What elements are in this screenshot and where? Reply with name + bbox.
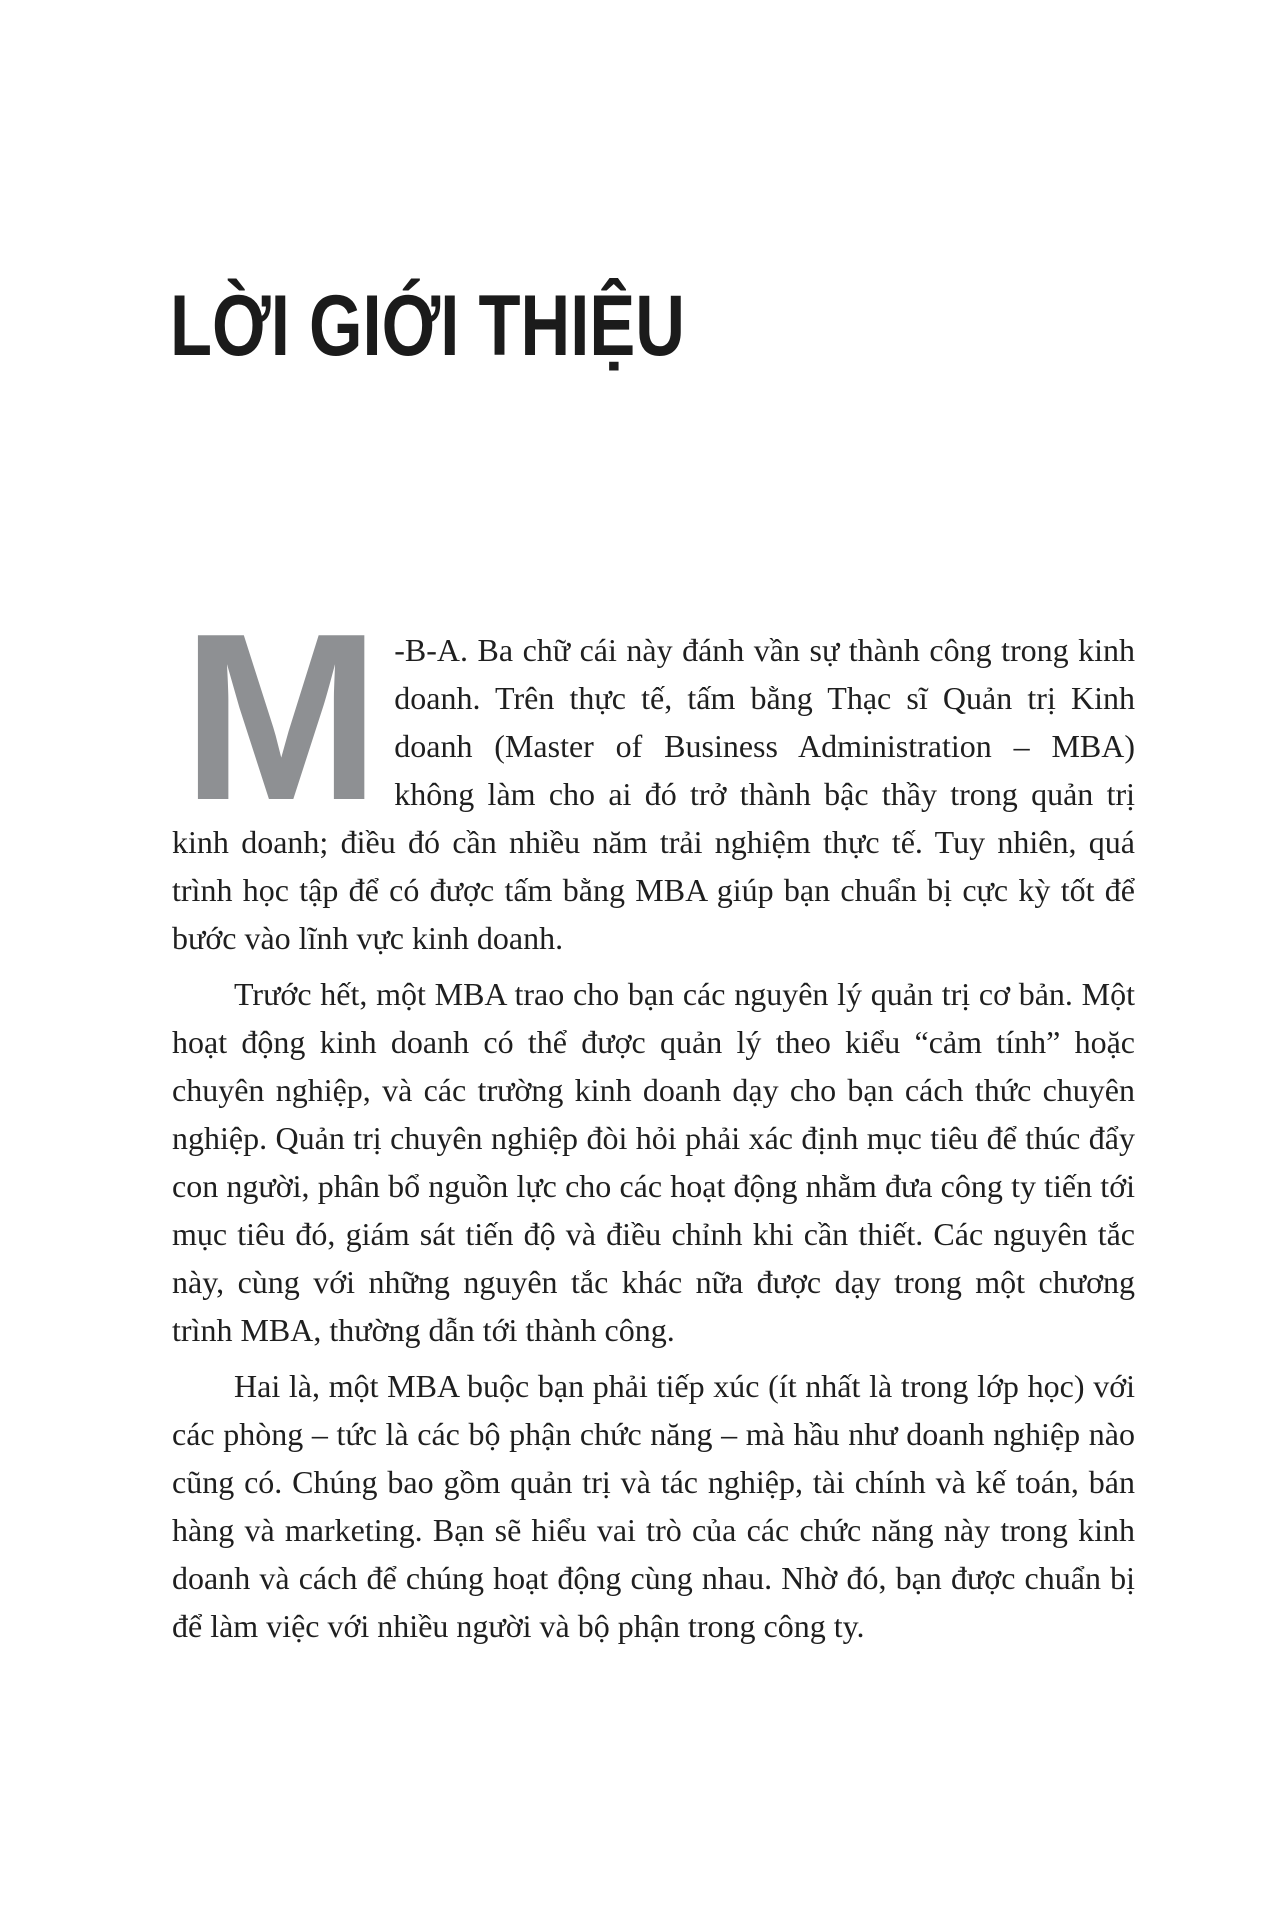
paragraph-intro <box>172 585 1135 962</box>
body-text <box>172 585 1135 1658</box>
drop-cap-letter: M <box>182 585 381 850</box>
paragraph-text: -B-A. Ba chữ cái này đánh vần sự thành công trong kinh doanh. Trên thực tế, tấm bằng Thạc sĩ Quản trị Kinh doanh (Master of Business Administration – MBA) không làm cho ai đó trở thành bậc thầy trong quản trị kinh doanh; điều đó cần nhiều năm trải nghiệm thực tế. Tuy nhiên, quá trình học tập để có được tấm bằng MBA giúp bạn chuẩn bị cực kỳ tốt để bước vào lĩnh vực kinh doanh. <box>172 632 1135 956</box>
paragraph-first-point: Trước hết, một MBA trao cho bạn các nguyên lý quản trị cơ bản. Một hoạt động kinh doanh có thể được quản lý theo kiểu “cảm tính” hoặc chuyên nghiệp, và các trường kinh doanh dạy cho bạn cách thức chuyên nghiệp. Quản trị chuyên nghiệp đòi hỏi phải xác định mục tiêu để thúc đẩy con người, phân bổ nguồn lực cho các hoạt động nhằm đưa công ty tiến tới mục tiêu đó, giám sát tiến độ và điều chỉnh khi cần thiết. Các nguyên tắc này, cùng với những nguyên tắc khác nữa được dạy trong một chương trình MBA, thường dẫn tới thành công. <box>172 976 1135 1348</box>
paragraph-second-point: Hai là, một MBA buộc bạn phải tiếp xúc (ít nhất là trong lớp học) với các phòng – tức là các bộ phận chức năng – mà hầu như doanh nghiệp nào cũng có. Chúng bao gồm quản trị và tác nghiệp, tài chính và kế toán, bán hàng và marketing. Bạn sẽ hiểu vai trò của các chức năng này trong kinh doanh và cách để chúng hoạt động cùng nhau. Nhờ đó, bạn được chuẩn bị để làm việc với nhiều người và bộ phận trong công ty. <box>172 1368 1135 1644</box>
chapter-title: LỜI GIỚI THIỆU <box>170 278 685 374</box>
